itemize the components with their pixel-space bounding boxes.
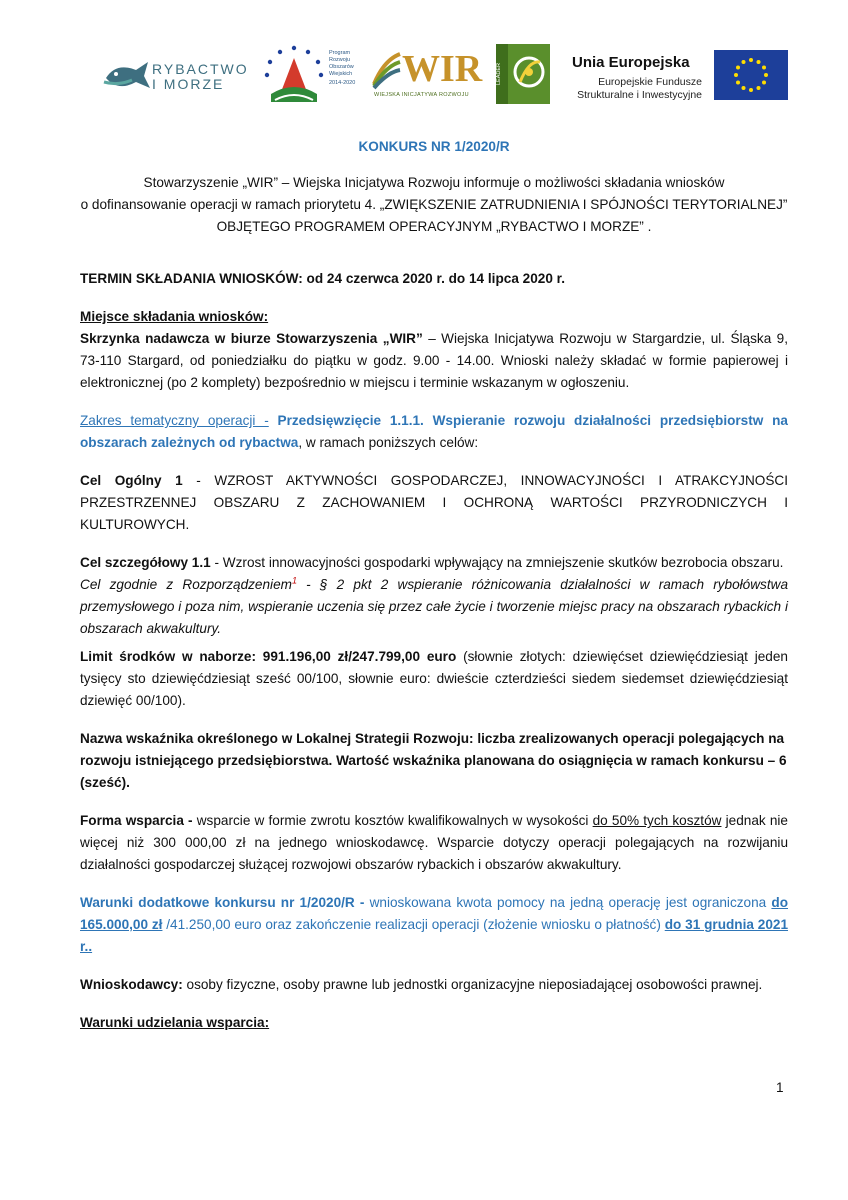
submission-place-bold: Skrzynka nadawcza w biurze Stowarzyszenia „WIR” [80,331,423,346]
regulation-text-b: - § 2 pkt 2 wspieranie różnicowania działalności w ramach rybołówstwa przemysłowego i poza nim, wspieranie uczenia się przez całe życie i tworzenie miejsc pracy na obszarach rybackich i obszarach akwakultury. [80,577,789,636]
wir-logo [372,40,490,110]
leader-logo [496,40,552,110]
wir-stripes-icon [372,50,402,90]
page-number: 1 [776,1080,784,1095]
rybactwo-line-1: RYBACTWO [152,61,249,77]
thematic-scope-label: Zakres tematyczny operacji - [80,413,269,428]
prow-text: Program Rozwoju Obszarów Wiejskich [329,50,354,77]
regulation-text-a: Cel zgodnie z Rozporządzeniem [80,577,292,592]
ue-subtitle: Europejskie Fundusze Strukturalne i Inwestycyjne [577,76,702,101]
submission-place-paragraph [80,328,788,394]
applicants-paragraph [80,974,788,996]
applicants-text: osoby fizyczne, osoby prawne lub jednostki organizacyjne nieposiadającej osobowości prawnej. [182,977,763,992]
specific-objective-label: Cel szczegółowy 1.1 [80,555,211,570]
general-objective-text: - WZROST AKTYWNOŚCI GOSPODARCZEJ, INNOWACYJNOŚCI I ATRAKCYJNOŚCI PRZESTRZENNEJ OBSZARU Z ZACHOWANIEM I OCHRONĄ WARTOŚCI PRZYRODNICZYCH I KULTUROWYCH. [80,473,788,532]
specific-objective-text: - Wzrost innowacyjności gospodarki wpływający na zmniejszenie skutków bezrobocia obszaru. [210,555,784,570]
ue-title: Unia Europejska [572,54,690,71]
support-form-paragraph [80,810,788,876]
wir-text: WIR [402,48,483,90]
additional-conditions-text-a: wnioskowana kwota pomocy na jedną operację jest ograniczona [364,895,772,910]
support-form-underlined: do 50% tych kosztów [592,813,722,828]
additional-conditions-text-b: /41.250,00 euro oraz zakończenie realizacji operacji (złożenie wniosku o płatność) [162,917,665,932]
general-objective-label: Cel Ogólny 1 [80,473,183,488]
funding-limit-text: (słownie złotych: dziewięćset dziewięćdziesiąt jeden tysięcy sto dziewięćdziesiąt sześć 00/100, słownie euro: dwieście czterdzieści siedem siedemset dziewięćdziesiąt dziewięć 00/100). [80,649,788,708]
intro-line-1: Stowarzyszenie „WIR” – Wiejska Inicjatywa Rozwoju informuje o możliwości składania wniosków [143,175,725,190]
support-form-text-b: jednak nie więcej niż 300 000,00 zł na jednego wnioskodawcę. Wsparcie dotyczy operacji polegających na rozwijaniu działalności gospodarczej służącej rozwojowi obszarów rybackich i obszarów akwakultury. [80,813,788,872]
thematic-scope-paragraph [80,410,788,454]
additional-conditions-label: Warunki dodatkowe konkursu nr 1/2020/R - [80,895,365,910]
document-body [80,136,788,1034]
indicator-paragraph: Nazwa wskaźnika określonego w Lokalnej Strategii Rozwoju: liczba zrealizowanych operacji polegających na rozwoju istniejącego przedsiębiorstwa. Wartość wskaźnika planowana do osiągnięcia w ramach konkursu – 6 (sześć). [80,731,787,790]
eu-flag-icon [714,50,788,100]
wir-subtitle: WIEJSKA INICJATYWA ROZWOJU [374,92,469,98]
prow-logo [261,40,371,110]
submission-place-text: – Wiejska Inicjatywa Rozwoju w Stargardzie, ul. Śląska 9, 73-110 Stargard, od poniedziałku do piątku w godz. 9.00 - 14.00. Wnioski należy składać w formie papierowej i elektronicznej (po 2 komplety) bezpośrednio w miejscu i terminie wskazanym w ogłoszeniu. [80,331,788,390]
thematic-scope-bold: Przedsięwzięcie 1.1.1. Wspieranie rozwoju działalności przedsiębiorstw na obszarach zależnych od rybactwa [80,413,788,450]
logo-bar [96,40,796,112]
support-conditions-heading: Warunki udzielania wsparcia: [80,1015,270,1030]
prow-years: 2014-2020 [329,80,356,86]
general-objective-paragraph [80,470,788,536]
unia-europejska-logo [558,40,798,110]
additional-conditions-deadline: do 31 grudnia 2021 r.. [80,917,789,954]
competition-title: KONKURS NR 1/2020/R [358,139,510,154]
support-form-label: Forma wsparcia - [80,813,193,828]
submission-deadline: TERMIN SKŁADANIA WNIOSKÓW: od 24 czerwca 2020 r. do 14 lipca 2020 r. [80,271,565,286]
additional-conditions-paragraph [80,892,788,958]
specific-objective-paragraph [80,552,788,574]
intro-line-3: OBJĘTEGO PROGRAMEM OPERACYJNYM „RYBACTWO I MORZE” . [216,219,652,234]
rybactwo-i-morze-logo [100,40,250,110]
support-form-text-a: wsparcie w formie zwrotu kosztów kwalifikowalnych w wysokości [192,813,593,828]
applicants-label: Wnioskodawcy: [80,977,183,992]
rybactwo-line-2: I MORZE [152,76,225,92]
fish-icon [102,56,152,96]
footnote-marker[interactable]: 1 [291,575,297,586]
thematic-scope-text: , w ramach poniższych celów: [298,435,479,450]
submission-place-heading: Miejsce składania wniosków: [80,309,269,324]
intro-line-2: o dofinansowanie operacji w ramach priorytetu 4. „ZWIĘKSZENIE ZATRUDNIENIA I SPÓJNOŚCI TERYTORIALNEJ” [80,197,788,212]
additional-conditions-amount: do 165.000,00 zł [80,895,789,932]
funding-limit-paragraph [80,646,788,712]
prow-emblem-icon [261,42,327,108]
leader-text: LEADER [496,63,502,86]
funding-limit-bold: Limit środków w naborze: 991.196,00 zł/247.799,00 euro [80,649,457,664]
regulation-paragraph [80,574,788,640]
